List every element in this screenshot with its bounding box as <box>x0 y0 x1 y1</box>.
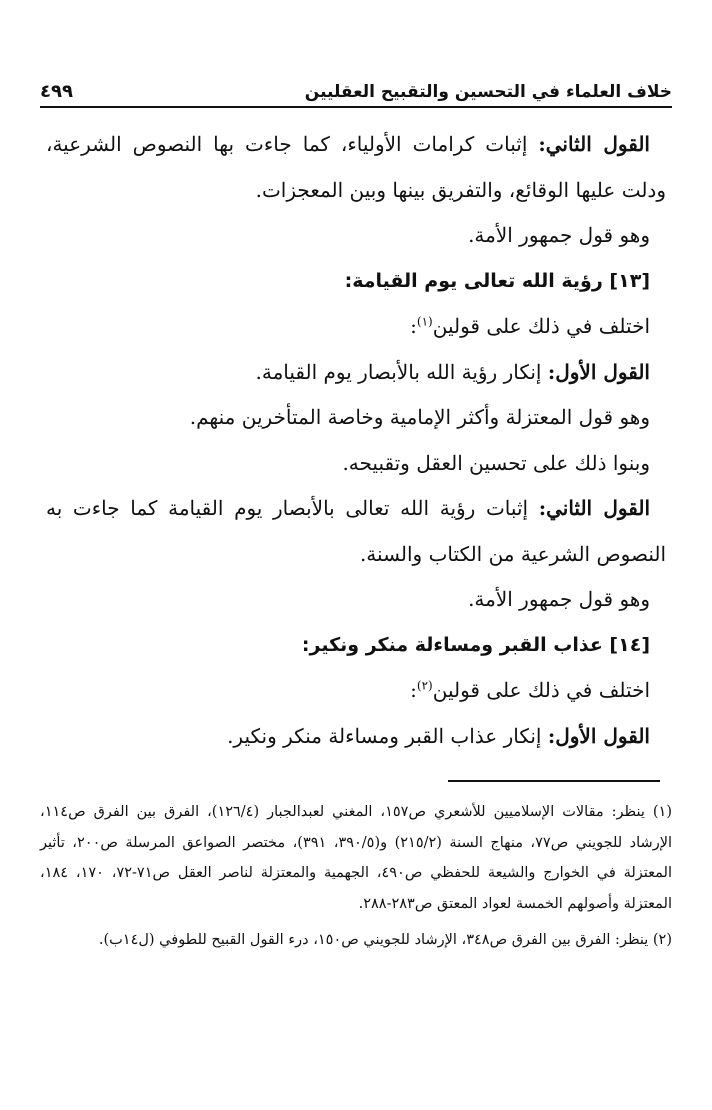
paragraph-text: : <box>410 678 417 702</box>
footnote-2: (٢) ينظر: الفرق بين الفرق ص٣٤٨، الإرشاد للجويني ص١٥٠، درء القول القبيح للطوفي (ل١٤ب). <box>98 932 672 948</box>
footnotes <box>40 797 672 962</box>
footnote-separator <box>448 780 660 782</box>
paragraph-label: القول الأول: <box>547 723 650 748</box>
paragraph-text: إنكار عذاب القبر ومساءلة منكر ونكير. <box>227 723 548 748</box>
paragraph: وهو قول جمهور الأمة. <box>468 223 650 247</box>
paragraph <box>46 486 666 577</box>
paragraph: وهو قول المعتزلة وأكثر الإمامية وخاصة المتأخرين منهم. <box>189 405 650 429</box>
paragraph <box>46 350 666 396</box>
paragraph <box>46 304 666 350</box>
main-text <box>46 122 666 759</box>
paragraph: وهو قول جمهور الأمة. <box>468 587 650 611</box>
paragraph-label: القول الثاني: <box>538 132 650 156</box>
paragraph <box>46 668 666 714</box>
footnote-1: (١) ينظر: مقالات الإسلاميين للأشعري ص١٥٧، المغني لعبدالجبار (١٢٦/٤)، الفرق بين الفرق ص١١٤، الإرشاد للجويني ص٧٧، منهاج السنة (٢١٥/٢) و(٣٩٠/٥، ٣٩١)، مختصر الصواعق المرسلة ص٢٠٠، تأثير المعتزلة في الخوارج والشيعة للحفظي ص٤٩٠، الجهمية والمعتزلة لناصر العقل ص٧١-٧٢، ١٧٠، ١٨٤، المعتزلة وأصولهم الخمسة لعواد المعتق ص٢٨٣-٢٨٨. <box>40 804 672 912</box>
paragraph-text: اختلف في ذلك على قولين <box>432 314 650 338</box>
paragraph <box>46 714 666 760</box>
section-heading-13: [١٣] رؤية الله تعالى يوم القيامة: <box>344 269 650 292</box>
paragraph-text: : <box>410 314 417 338</box>
paragraph-label: القول الثاني: <box>538 496 650 520</box>
paragraph: وبنوا ذلك على تحسين العقل وتقبيحه. <box>342 450 650 475</box>
footnote-reference[interactable]: (٢) <box>416 678 433 693</box>
footnote-reference[interactable]: (١) <box>416 314 433 329</box>
paragraph-text: إثبات كرامات الأولياء، كما جاءت بها النصوص الشرعية، ودلت عليها الوقائع، والتفريق بينها وبين المعجزات. <box>46 132 666 202</box>
paragraph-label: القول الأول: <box>547 359 650 384</box>
paragraph <box>46 122 666 213</box>
paragraph-text: إنكار رؤية الله بالأبصار يوم القيامة. <box>255 359 548 384</box>
page-header <box>40 74 672 108</box>
running-title: خلاف العلماء في التحسين والتقبيح العقليين <box>304 82 672 102</box>
section-heading-14: [١٤] عذاب القبر ومساءلة منكر ونكير: <box>301 633 650 656</box>
paragraph-text: اختلف في ذلك على قولين <box>432 678 650 702</box>
paragraph-text: إثبات رؤية الله تعالى بالأبصار يوم القيامة كما جاءت به النصوص الشرعية من الكتاب والسنة. <box>46 496 666 566</box>
page-number: ٤٩٩ <box>40 81 73 102</box>
